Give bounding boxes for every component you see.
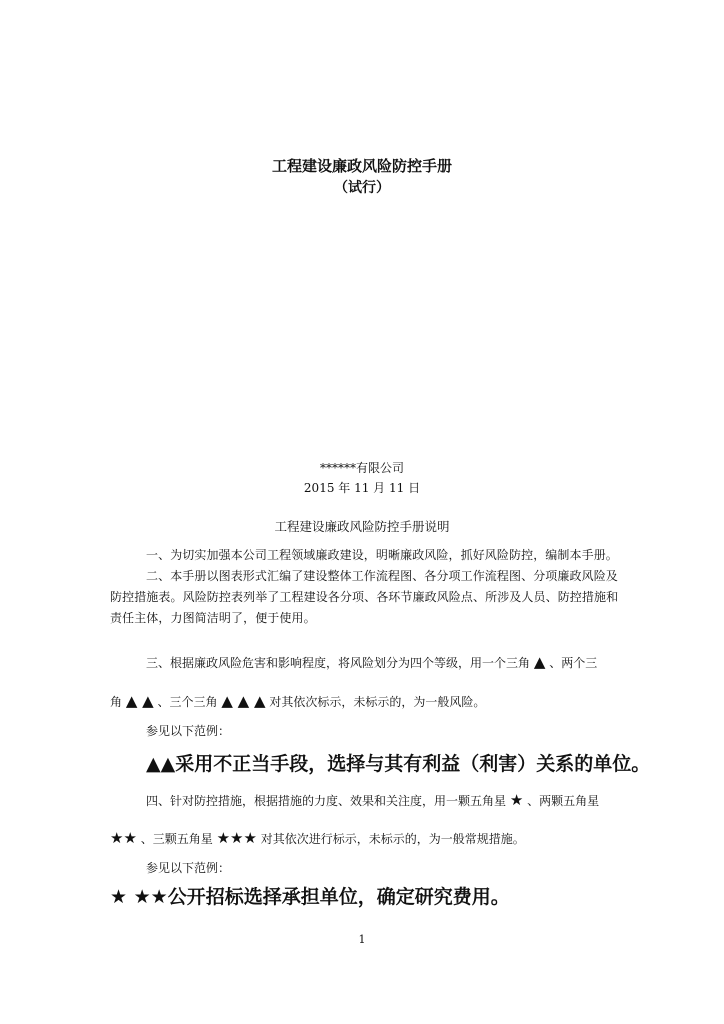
- paragraph-3-text-b: 、两个三: [549, 656, 598, 670]
- paragraph-3-text-e: 对其依次标示，未标示的，为一般风险。: [269, 695, 486, 709]
- page-number: 1: [358, 933, 366, 946]
- paragraph-3-line-1: [146, 653, 636, 671]
- two-stars-icon: ★★: [110, 829, 137, 847]
- paragraph-4-text-d: 对其依次进行标示，未标示的，为一般常规措施。: [260, 832, 525, 846]
- paragraph-4-text-c: 、三颗五角星: [140, 832, 213, 846]
- one-star-icon: ★: [509, 791, 524, 809]
- paragraph-1: 一、为切实加强本公司工程领域廉政建设，明晰廉政风险，抓好风险防控，编制本手册。: [146, 548, 618, 562]
- three-stars-icon: ★★★: [216, 829, 257, 847]
- paragraph-3-text-d: 、三个三角: [157, 695, 218, 709]
- example-2-label: 参见以下范例：: [146, 861, 231, 875]
- paragraph-4-line-2: [110, 829, 630, 847]
- intro-body: [110, 545, 620, 629]
- example-1-text: ▲▲采用不正当手段，选择与其有利益（利害）关系的单位。: [146, 753, 651, 775]
- page-title: 工程建设廉政风险防控手册: [271, 157, 452, 175]
- paragraph-3-text-c: 角: [110, 695, 123, 709]
- three-triangles-icon: ▲ ▲ ▲: [221, 692, 266, 710]
- two-triangles-icon: ▲ ▲: [125, 692, 154, 710]
- paragraph-2: 二、本手册以图表形式汇编了建设整体工作流程图、各分项工作流程图、分项廉政风险及防控措施表。风险防控表列举了工程建设各分项、各环节廉政风险点、所涉及人员、防控措施和责任主体，力图简洁明了，便于使用。: [110, 569, 619, 625]
- page-subtitle: （试行）: [334, 180, 390, 196]
- paragraph-4-text-b: 、两颗五角星: [527, 794, 600, 808]
- paragraph-3-line-2: [110, 692, 630, 710]
- example-1-label: 参见以下范例：: [146, 724, 231, 738]
- document-date: 2015 年 11 月 11 日: [303, 481, 421, 495]
- company-name: ******有限公司: [319, 461, 404, 475]
- one-triangle-icon: ▲: [533, 653, 546, 671]
- paragraph-4-text-a: 四、针对防控措施，根据措施的力度、效果和关注度，用一颗五角星: [146, 794, 507, 808]
- example-2-text: ★ ★★公开招标选择承担单位，确定研究费用。: [110, 886, 510, 908]
- paragraph-3-text-a: 三、根据廉政风险危害和影响程度，将风险划分为四个等级，用一个三角: [146, 656, 531, 670]
- intro-heading: 工程建设廉政风险防控手册说明: [274, 519, 450, 534]
- paragraph-4-line-1: [146, 791, 636, 809]
